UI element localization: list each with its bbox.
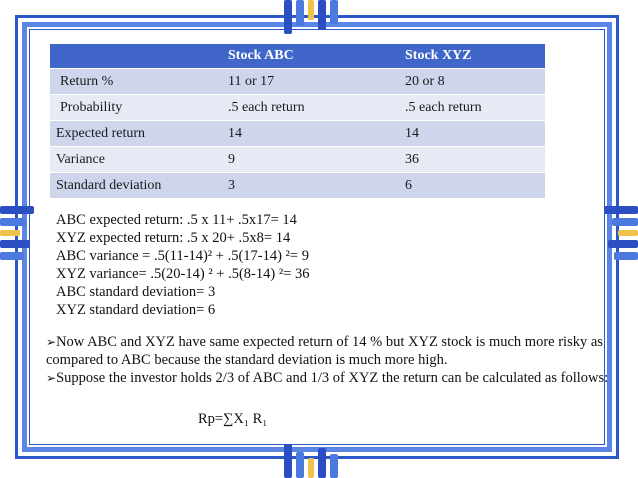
- calculation-line: ABC standard deviation= 3: [56, 284, 216, 300]
- table-header-cell: [50, 44, 222, 69]
- table-header-cell: Stock XYZ: [399, 44, 545, 69]
- decor-bar: [284, 444, 292, 478]
- table-cell: 6: [399, 173, 545, 199]
- decor-bar: [612, 218, 638, 226]
- calculation-block: [56, 211, 309, 319]
- decor-bar: [284, 0, 292, 34]
- table-cell: Return %: [50, 69, 222, 95]
- table-cell: 14: [222, 121, 399, 147]
- table-cell: 3: [222, 173, 399, 199]
- decor-bar: [0, 230, 20, 236]
- decor-bar: [604, 206, 638, 214]
- table-header-row: [50, 44, 545, 69]
- portfolio-return-formula: Rp=∑X₁ R₁: [198, 411, 268, 427]
- decor-bar: [296, 0, 304, 26]
- decor-bar: [608, 240, 638, 248]
- table-row: [50, 147, 545, 173]
- table-header-cell: Stock ABC: [222, 44, 399, 69]
- decor-bar: [318, 448, 326, 478]
- arrow-bullet-icon: ➢: [46, 371, 57, 385]
- table-cell: 14: [399, 121, 545, 147]
- table-cell: 11 or 17: [222, 69, 399, 95]
- table-row: [50, 121, 545, 147]
- decor-bar: [318, 0, 326, 30]
- table-cell: Standard deviation: [50, 173, 222, 199]
- calculation-line: ABC variance = .5(11-14)² + .5(17-14) ²= 9: [56, 248, 309, 264]
- calculation-line: XYZ expected return: .5 x 20+ .5x8= 14: [56, 230, 291, 246]
- decor-bar: [308, 0, 314, 20]
- table-row: [50, 69, 545, 95]
- table-cell: 9: [222, 147, 399, 173]
- decor-bar: [308, 458, 314, 478]
- decor-bar: [618, 230, 638, 236]
- decor-bar: [614, 252, 638, 260]
- decor-bar: [0, 218, 26, 226]
- arrow-bullet-icon: ➢: [46, 335, 57, 349]
- decor-bar: [296, 452, 304, 478]
- table-cell: Expected return: [50, 121, 222, 147]
- table-cell: 36: [399, 147, 545, 173]
- bullet-item: [46, 369, 616, 387]
- table-cell: 20 or 8: [399, 69, 545, 95]
- table-cell: Variance: [50, 147, 222, 173]
- table-cell: Probability: [50, 95, 222, 121]
- calculation-line: XYZ variance= .5(20-14) ² + .5(8-14) ²= 36: [56, 266, 310, 282]
- bullet-text: Suppose the investor holds 2/3 of ABC and 1/3 of XYZ the return can be calculated as follows:: [56, 370, 609, 386]
- table-cell: .5 each return: [222, 95, 399, 121]
- bullet-text: Now ABC and XYZ have same expected return of 14 % but XYZ stock is much more risky as compared to ABC because the standard deviation is much more high.: [46, 334, 603, 368]
- decor-bar: [0, 240, 30, 248]
- calculation-line: XYZ standard deviation= 6: [56, 302, 216, 318]
- stock-comparison-table: [50, 44, 545, 198]
- calculation-line: ABC expected return: .5 x 11+ .5x17= 14: [56, 212, 297, 228]
- decor-bar: [0, 206, 34, 214]
- table-cell: .5 each return: [399, 95, 545, 121]
- bullet-list: [46, 333, 616, 387]
- table-row: [50, 173, 545, 199]
- bullet-item: [46, 333, 616, 369]
- decor-bar: [330, 454, 338, 478]
- decor-bar: [330, 0, 338, 24]
- decor-bar: [0, 252, 24, 260]
- table-row: [50, 95, 545, 121]
